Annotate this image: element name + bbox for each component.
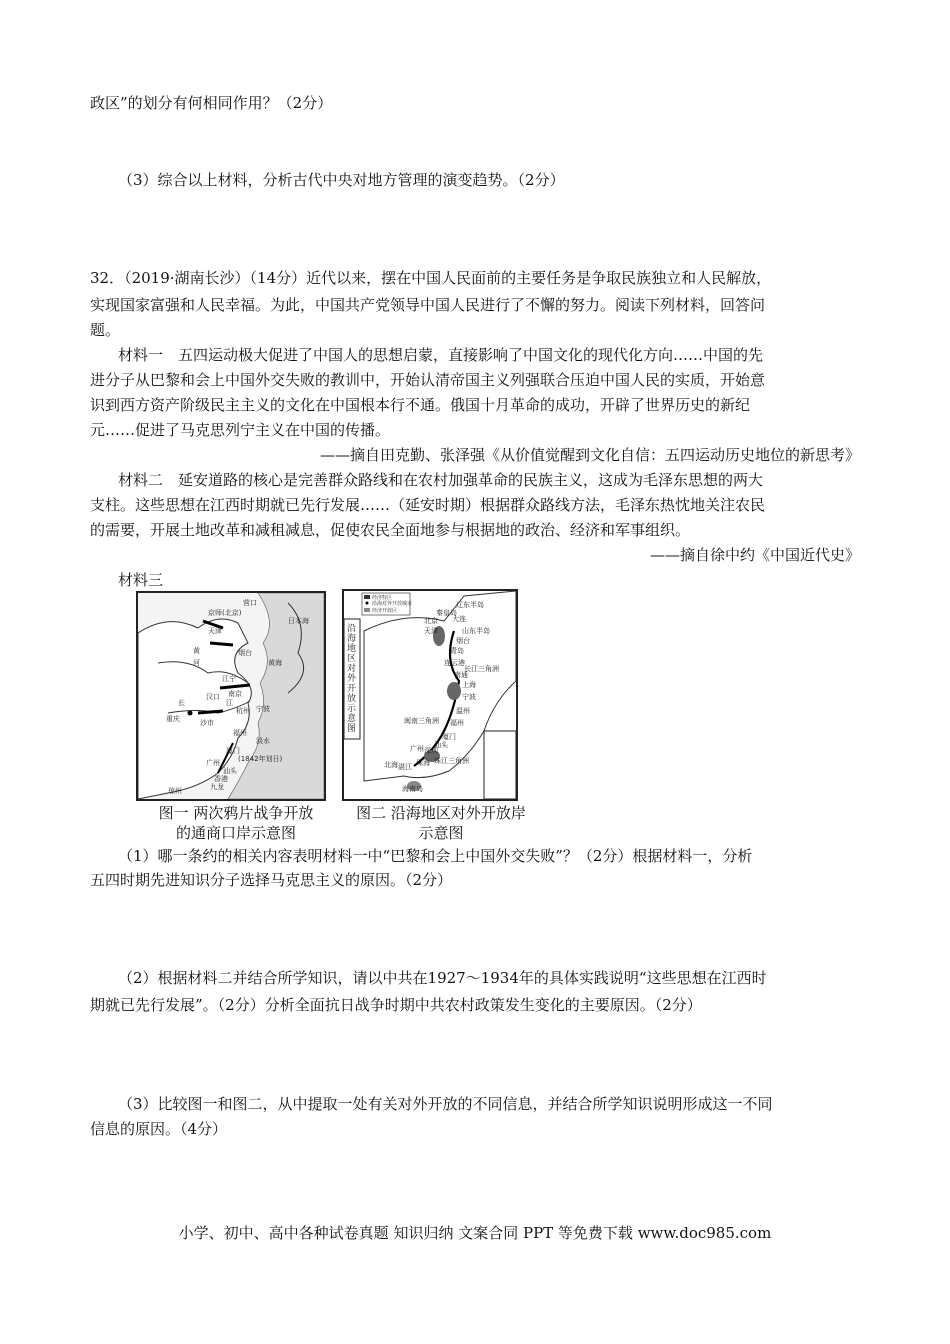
map1-caption-line: 图一 两次鸦片战争开放 (158, 804, 314, 822)
map2-label: 宁波 (462, 693, 476, 701)
map2-caption (336, 803, 546, 843)
map1-label: 江宁 (222, 675, 236, 683)
map1-label: 厦门 (226, 747, 240, 755)
map1-label: 汕头 (223, 767, 237, 775)
map2-label: 福州 (450, 719, 464, 727)
map2-label: 上海 (462, 681, 476, 689)
map1-label: 长 (178, 699, 185, 707)
map2-legend-item: 沿海对外开放城市 (372, 601, 413, 607)
map2-label: 青岛 (450, 647, 464, 655)
map1-label: (1842年划日) (238, 755, 283, 763)
map2-label: 北海 (384, 761, 398, 769)
material-1-source: ——摘自田克勤、张泽强《从价值觉醒到文化自信：五四运动历史地位的新思考》 (319, 446, 860, 464)
map1-label: 杭州 (236, 707, 250, 715)
map2-caption-line: 示意图 (418, 824, 464, 842)
map2-label: 大连 (452, 615, 466, 623)
map1-label: 河 (193, 659, 200, 667)
map2-label: 长江三角洲 (464, 665, 499, 673)
map2-label: 海南岛 (402, 785, 423, 793)
opium-war-ports-map (136, 591, 326, 801)
material-1-line: 识到西方资产阶级民主主义的文化在中国根本行不通。俄国十月革命的成功，开辟了世界历史的新纪 (90, 396, 751, 414)
subquestion-2-line: 期就已先行发展”。（2分）分析全面抗日战争时期中共农村政策发生变化的主要原因。（2分） (90, 996, 702, 1014)
map1-label: 汉口 (206, 693, 220, 701)
map2-label: 湛江 (398, 763, 412, 771)
map1-label: 江 (226, 699, 233, 707)
map2-caption-line: 图二 沿海地区对外开放岸 (356, 804, 526, 822)
coastal-opening-map-drawing (344, 591, 516, 799)
map2-legend-item: 经济开放区 (372, 608, 398, 614)
subquestion-3-line: 信息的原因。（4分） (90, 1120, 228, 1138)
map1-label: 九龙 (210, 783, 224, 791)
map2-label: 汕头 (434, 741, 448, 749)
map1-label: 营口 (243, 599, 257, 607)
text-line: 政区”的划分有何相同作用？（2分） (90, 94, 333, 112)
map2-label: 厦门 (442, 733, 456, 741)
map2-label: 广州 (410, 745, 424, 753)
material-1-line: 材料一 五四运动极大促进了中国人的思想启蒙，直接影响了中国文化的现代化方向……中国的先 (118, 346, 764, 364)
opium-war-ports-map-drawing (138, 593, 324, 799)
material-2-line: 材料二 延安道路的核心是完善群众路线和在农村加强革命的民族主义，这成为毛泽东思想的两大 (118, 471, 764, 489)
map1-label: 琼州 (168, 787, 182, 795)
map2-label: 北京 (424, 617, 438, 625)
map2-label: 天津 (424, 627, 438, 635)
map2-label: 烟台 (456, 637, 470, 645)
map2-label: 闽南三角洲 (404, 717, 439, 725)
map1-label: 天津 (208, 627, 222, 635)
map1-label: 淡水 (256, 737, 270, 745)
page-footer: 小学、初中、高中各种试卷真题 知识归纳 文案合同 PPT 等免费下载 www.doc985.com (178, 1224, 772, 1242)
map2-legend-item: 经济特区 (372, 595, 393, 601)
map1-label: 黄 (193, 647, 200, 655)
question-32-line: 实现国家富强和人民幸福。为此，中国共产党领导中国人民进行了不懈的努力。阅读下列材料，回答问 (90, 296, 766, 314)
subquestion-1-line: （1）哪一条约的相关内容表明材料一中“巴黎和会上中国外交失败”？（2分）根据材料一，分析 (118, 847, 753, 865)
text-line: （3）综合以上材料，分析古代中央对地方管理的演变趋势。（2分） (118, 171, 565, 189)
material-1-line: 进分子从巴黎和会上中国外交失败的教训中，开始认清帝国主义列强联合压迫中国人民的实质，开始意 (90, 371, 766, 389)
material-3-label: 材料三 (118, 571, 164, 589)
map1-label: 日本海 (288, 617, 309, 625)
map2-label: 连云港 (444, 659, 465, 667)
map1-caption (136, 803, 336, 843)
map2-label: 辽东半岛 (456, 601, 484, 609)
map1-label: 烟台 (238, 649, 252, 657)
coastal-opening-map (342, 589, 518, 801)
map1-label: 京师(北京) (208, 609, 242, 617)
map2-label: 温州 (456, 707, 470, 715)
material-2-source: ——摘自徐中约《中国近代史》 (649, 546, 860, 564)
map1-label: 宁波 (256, 705, 270, 713)
question-32-line: 题。 (90, 321, 121, 339)
map2-label: 珠海 (416, 759, 430, 767)
map1-label: 重庆 (166, 715, 180, 723)
map2-label: 南通 (454, 671, 468, 679)
map2-side-title: 沿海地区对外开放示意图 (347, 624, 357, 734)
map2-label: 珠江三角洲 (434, 757, 469, 765)
question-32-line: 32．（2019·湖南长沙）（14分）近代以来，摆在中国人民面前的主要任务是争取民族独立和人民解放， (90, 269, 772, 287)
map1-label: 南京 (228, 690, 242, 698)
subquestion-1-line: 五四时期先进知识分子选择马克思主义的原因。（2分） (90, 871, 453, 889)
material-2-line: 支柱。这些思想在江西时期就已先行发展……（延安时期）根据群众路线方法，毛泽东热忱地关注农民 (90, 496, 766, 514)
map1-label: 黄海 (268, 659, 282, 667)
map2-label: 秦皇岛 (436, 609, 457, 617)
subquestion-2-line: （2）根据材料二并结合所学知识，请以中共在1927～1934年的具体实践说明“这些思想在江西时 (118, 969, 767, 987)
map1-caption-line: 的通商口岸示意图 (175, 824, 296, 842)
map1-label: 香港 (214, 775, 228, 783)
map2-label: 深圳 (424, 747, 438, 755)
map2-label: 山东半岛 (462, 627, 490, 635)
map1-label: 沙市 (200, 719, 214, 727)
subquestion-3-line: （3）比较图一和图二，从中提取一处有关对外开放的不同信息，并结合所学知识说明形成这一不同 (118, 1095, 773, 1113)
material-2-line: 的需要，开展土地改革和减租减息，促使农民全面地参与根据地的政治、经济和军事组织。 (90, 521, 691, 539)
map1-label: 广州 (206, 759, 220, 767)
map1-label: 福州 (233, 729, 247, 737)
material-1-line: 元……促进了马克思列宁主义在中国的传播。 (90, 421, 391, 439)
